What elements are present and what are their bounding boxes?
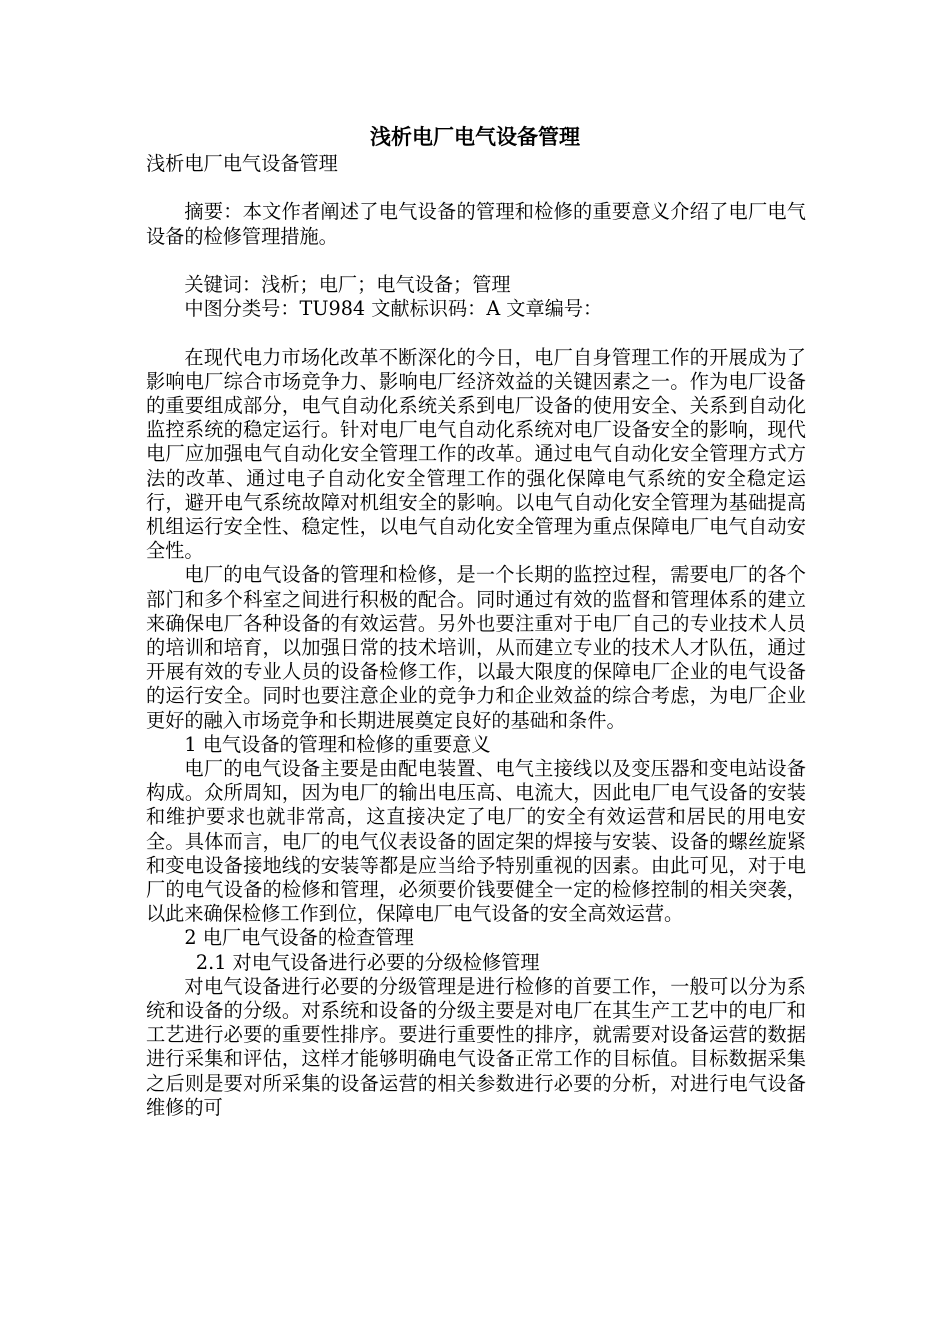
abstract-paragraph: 摘要：本文作者阐述了电气设备的管理和检修的重要意义介绍了电厂电气设备的检修管理措施。 <box>146 200 806 248</box>
spacer <box>146 249 806 273</box>
section-heading: 1 电气设备的管理和检修的重要意义 <box>184 732 491 756</box>
keywords-line: 关键词：浅析；电厂；电气设备；管理 <box>184 272 511 296</box>
spacer <box>146 321 806 345</box>
classification-line: 中图分类号：TU984 文献标识码：A 文章编号： <box>184 297 603 321</box>
document-subtitle: 浅析电厂电气设备管理 <box>146 152 338 175</box>
body-paragraph: 电厂的电气设备主要是由配电装置、电气主接线以及变压器和变电站设备构成。众所周知，因为电厂的输出电压高、电流大，因此电厂电气设备的安装和维护要求也就非常高，这直接决定了电厂的安全有效运营和居民的用电安全。具体而言，电厂的电气仪表设备的固定架的焊接与安装、设备的螺丝旋紧和变电设备接地线的安装等都是应当给予特别重视的因素。由此可见，对于电厂的电气设备的检修和管理，必须要价钱要健全一定的检修控制的相关突袭，以此来确保检修工作到位，保障电厂电气设备的安全高效运营。 <box>146 757 806 926</box>
spacer <box>146 176 806 200</box>
document-title: 浅析电厂电气设备管理 <box>370 125 580 149</box>
document-body <box>146 152 806 1120</box>
body-paragraph: 在现代电力市场化改革不断深化的今日，电厂自身管理工作的开展成为了影响电厂综合市场竞争力、影响电厂经济效益的关键因素之一。作为电厂设备的重要组成部分，电气自动化系统关系到电厂设备的使用安全、关系到自动化监控系统的稳定运行。针对电厂电气自动化系统对电厂设备安全的影响，现代电厂应加强电气自动化安全管理工作的改革。通过电气自动化安全管理方式方法的改革、通过电子自动化安全管理工作的强化保障电气系统的安全稳定运行，避开电气系统故障对机组安全的影响。以电气自动化安全管理为基础提高机组运行安全性、稳定性，以电气自动化安全管理为重点保障电厂电气自动安全性。 <box>146 345 806 563</box>
subsection-heading: 2.1 对电气设备进行必要的分级检修管理 <box>195 950 540 974</box>
body-paragraph: 对电气设备进行必要的分级管理是进行检修的首要工作，一般可以分为系统和设备的分级。对系统和设备的分级主要是对电厂在其生产工艺中的电厂和工艺进行必要的重要性排序。要进行重要性的排序，就需要对设备运营的数据进行采集和评估，这样才能够明确电气设备正常工作的目标值。目标数据采集之后则是要对所采集的设备运营的相关参数进行必要的分析，对进行电气设备维修的可 <box>146 974 806 1119</box>
body-paragraph: 电厂的电气设备的管理和检修，是一个长期的监控过程，需要电厂的各个部门和多个科室之间进行积极的配合。同时通过有效的监督和管理体系的建立来确保电厂各种设备的有效运营。另外也要注重对于电厂自己的专业技术人员的培训和培育，以加强日常的技术培训，从而建立专业的技术人才队伍，通过开展有效的专业人员的设备检修工作，以最大限度的保障电厂企业的电气设备的运行安全。同时也要注意企业的竞争力和企业效益的综合考虑，为电厂企业更好的融入市场竞争和长期进展奠定良好的基础和条件。 <box>146 563 806 732</box>
section-heading: 2 电厂电气设备的检查管理 <box>184 926 414 950</box>
